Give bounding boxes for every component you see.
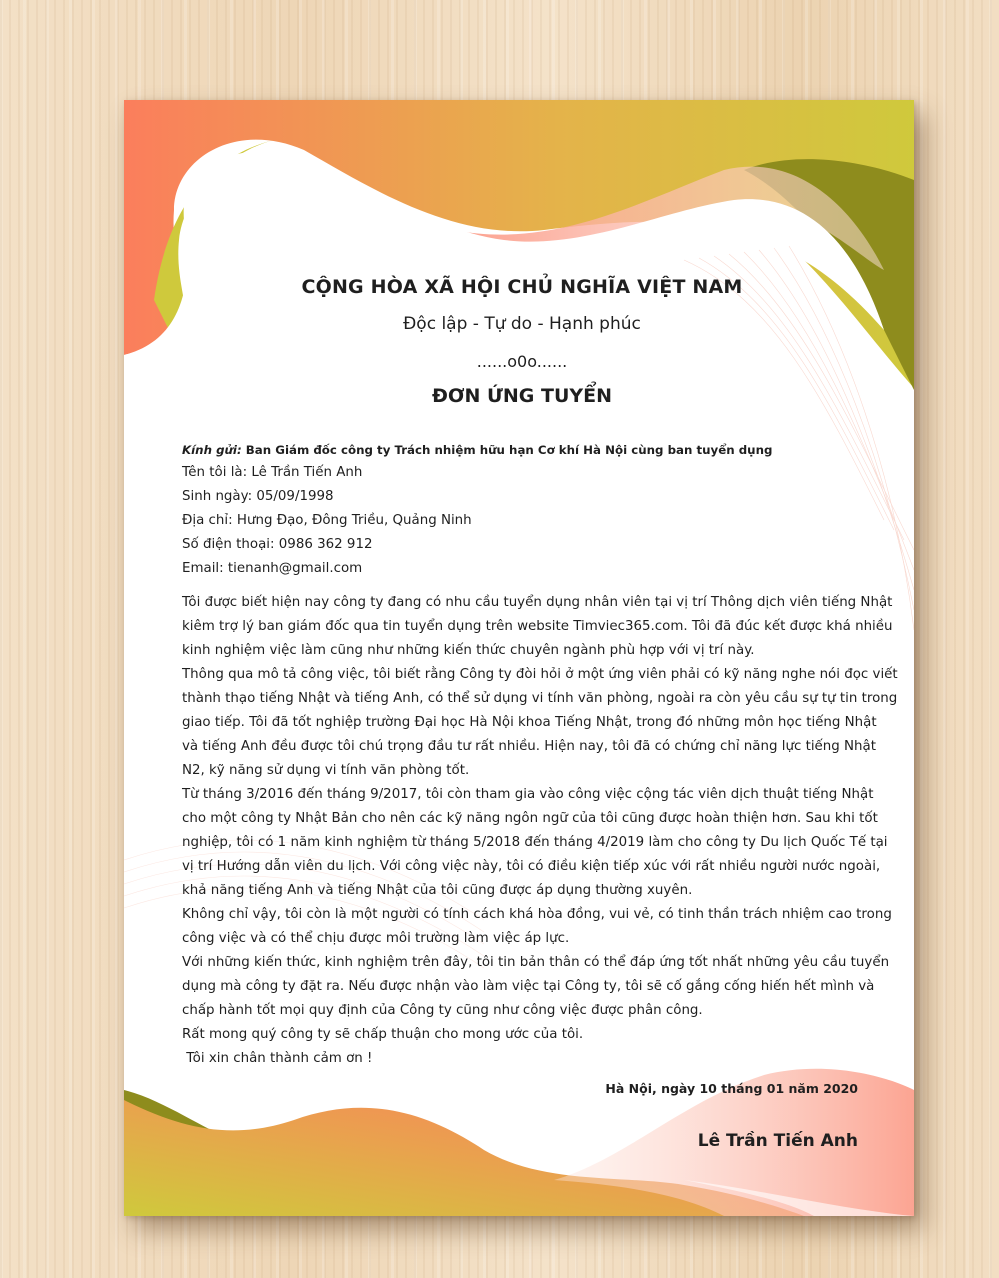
body-line: vị trí Hướng dẫn viên du lịch. Với công việc này, tôi có điều kiện tiếp xúc với rất nhiều người nước ngoài,: [182, 859, 881, 874]
body-line: công việc và có thể chịu được môi trường làm việc áp lực.: [182, 931, 570, 946]
addressee-label: Kính gửi:: [182, 443, 242, 457]
body-line: và tiếng Anh đều được tôi chú trọng đầu tư rất nhiều. Hiện nay, tôi đã có chứng chỉ năng lực tiếng Nhật: [182, 739, 876, 754]
motto: Độc lập - Tự do - Hạnh phúc: [403, 314, 641, 334]
info-birthdate: Sinh ngày: 05/09/1998: [182, 489, 334, 504]
body-line: chấp hành tốt mọi quy định của Công ty cũng như công việc được phân công.: [182, 1003, 703, 1018]
signature-name: Lê Trần Tiến Anh: [697, 1131, 858, 1151]
separator: ......o0o......: [476, 352, 568, 371]
body-line: giao tiếp. Tôi đã tốt nghiệp trường Đại học Hà Nội khoa Tiếng Nhật, trong đó những môn học tiếng Nhật: [182, 715, 877, 730]
letter-content: [124, 100, 914, 1216]
body-line: kinh nghiệm việc làm cũng như những kiến thức chuyên ngành phù hợp với vị trí này.: [182, 643, 755, 658]
body-line: Từ tháng 3/2016 đến tháng 9/2017, tôi còn tham gia vào công việc cộng tác viên dịch thuật tiếng Nhật: [182, 787, 874, 802]
application-letter-sheet: [124, 100, 914, 1216]
body-line: Không chỉ vậy, tôi còn là một người có tính cách khá hòa đồng, vui vẻ, có tinh thần trách nhiệm cao trong: [182, 907, 892, 922]
info-address: Địa chỉ: Hưng Đạo, Đông Triều, Quảng Ninh: [182, 513, 472, 528]
body-line: cho một công ty Nhật Bản cho nên các kỹ năng ngôn ngữ của tôi cũng được hoàn thiện hơn. Sau khi tốt: [182, 811, 878, 826]
addressee-line: [182, 438, 872, 462]
info-phone: Số điện thoại: 0986 362 912: [182, 537, 373, 552]
body-line: Tôi được biết hiện nay công ty đang có nhu cầu tuyển dụng nhân viên tại vị trí Thông dịch viên tiếng Nhật: [182, 595, 893, 610]
info-name: Tên tôi là: Lê Trần Tiến Anh: [182, 465, 363, 480]
body-line: Với những kiến thức, kinh nghiệm trên đây, tôi tin bản thân có thể đáp ứng tốt nhất những yêu cầu tuyển: [182, 955, 890, 970]
letter-body: [182, 591, 898, 1071]
body-line: N2, kỹ năng sử dụng vi tính văn phòng tốt.: [182, 763, 470, 778]
body-line: dụng mà công ty đặt ra. Nếu được nhận vào làm việc tại Công ty, tôi sẽ cố gắng cống hiến hết mình và: [182, 979, 875, 994]
country-title: CỘNG HÒA XÃ HỘI CHỦ NGHĨA VIỆT NAM: [301, 276, 743, 298]
document-title: ĐƠN ỨNG TUYỂN: [431, 385, 613, 407]
body-line: thành thạo tiếng Nhật và tiếng Anh, có thể sử dụng vi tính văn phòng, ngoài ra còn yêu cầu sự tự tin trong: [182, 691, 898, 706]
addressee-recipient: Ban Giám đốc công ty Trách nhiệm hữu hạn Cơ khí Hà Nội cùng ban tuyển dụng: [241, 443, 773, 457]
letter-date: Hà Nội, ngày 10 tháng 01 năm 2020: [605, 1081, 858, 1096]
body-line: nghiệp, tôi có 1 năm kinh nghiệm từ tháng 5/2018 đến tháng 4/2019 làm cho công ty Du lịch Quốc Tế tại: [182, 835, 888, 850]
body-line: Rất mong quý công ty sẽ chấp thuận cho mong ước của tôi.: [182, 1027, 584, 1042]
body-line: kiêm trợ lý ban giám đốc qua tin tuyển dụng trên website Timviec365.com. Tôi đã đúc kết được khá nhiều: [182, 619, 893, 634]
info-email: Email: tienanh@gmail.com: [182, 561, 363, 576]
body-line: Tôi xin chân thành cảm ơn !: [182, 1051, 373, 1066]
personal-info: [182, 461, 872, 581]
body-line: khả năng tiếng Anh và tiếng Nhật của tôi cũng được áp dụng thường xuyên.: [182, 883, 693, 898]
body-line: Thông qua mô tả công việc, tôi biết rằng Công ty đòi hỏi ở một ứng viên phải có kỹ năng nghe nói đọc viết: [182, 667, 898, 682]
